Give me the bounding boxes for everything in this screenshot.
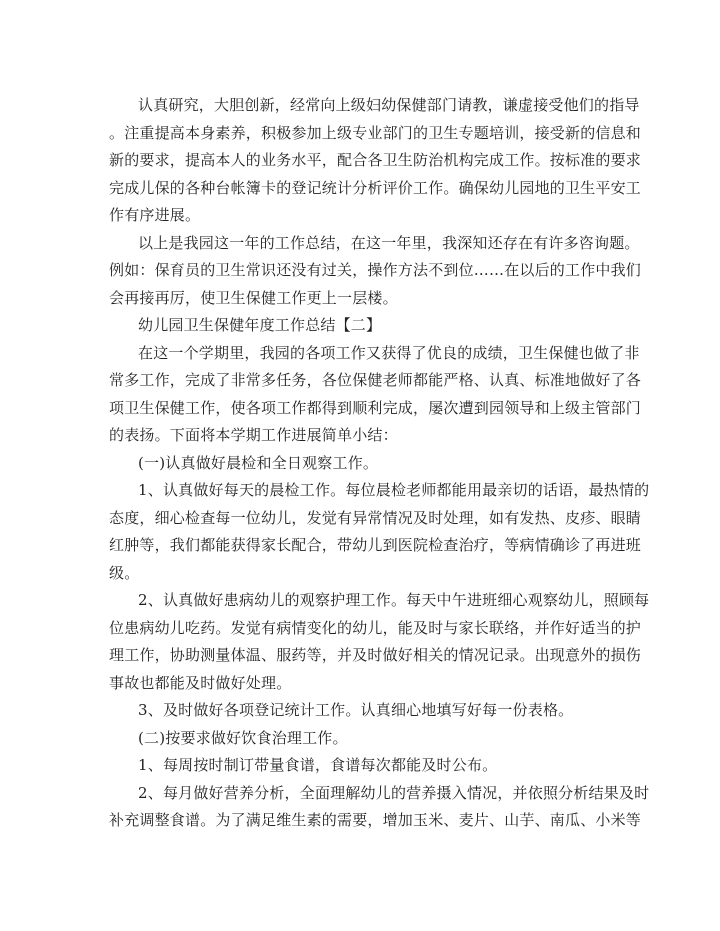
text-line: 1、每周按时制订带量食谱，食谱每次都能及时公布。 <box>138 756 498 774</box>
paragraph <box>109 230 642 313</box>
text-line: 的表扬。下面将本学期工作进展简单小结： <box>109 426 398 444</box>
paragraph <box>109 697 619 725</box>
text-line: 作有序进展。 <box>109 206 201 224</box>
text-line: 2、认真做好患病幼儿的观察护理工作。每天中午进班细心观察幼儿，照顾每 <box>138 591 650 609</box>
paragraph <box>109 312 619 340</box>
text-line: 。注重提高本身素养，积极参加上级专业部门的卫生专题培训，接受新的信息和 <box>109 123 642 142</box>
paragraph <box>109 780 650 835</box>
text-line: 位患病幼儿吃药。发觉有病情变化的幼儿，能及时与家长联络，并作好适当的护 <box>109 618 642 637</box>
text-line: 常多工作，完成了非常多任务，各位保健老师都能严格、认真、标准地做好了各 <box>109 371 642 389</box>
paragraph <box>109 450 619 478</box>
text-line: 事故也都能及时做好处理。 <box>109 673 292 692</box>
text-line: 级。 <box>109 563 140 582</box>
paragraph <box>109 725 619 753</box>
paragraph <box>109 477 650 587</box>
text-line: 在这一个学期里，我园的各项工作又获得了优良的成绩，卫生保健也做了非 <box>138 343 640 362</box>
text-line: 3、及时做好各项登记统计工作。认真细心地填写好每一份表格。 <box>138 701 574 719</box>
text-line: 例如：保育员的卫生常识还没有过关，操作方法不到位……在以后的工作中我们 <box>109 261 642 279</box>
text-line: (二)按要求做好饮食治理工作。 <box>138 728 348 747</box>
text-line: 理工作，协助测量体温、服药等，并及时做好相关的情况记录。出现意外的损伤 <box>109 646 642 664</box>
text-line: 补充调整食谱。为了满足维生素的需要，增加玉米、麦片、山芋、南瓜、小米等 <box>109 811 642 829</box>
paragraph <box>109 340 642 450</box>
text-line: 2、每月做好营养分析，全面理解幼儿的营养摄入情况，并依照分析结果及时 <box>138 783 650 802</box>
document-page <box>109 92 650 835</box>
text-line: 认真研究，大胆创新，经常向上级妇幼保健部门请教，谦虚接受他们的指导 <box>138 96 640 114</box>
text-line: 1、认真做好每天的晨检工作。每位晨检老师都能用最亲切的话语，最热情的 <box>138 481 650 499</box>
paragraph <box>109 92 642 230</box>
text-line: 会再接再厉，使卫生保健工作更上一层楼。 <box>109 288 398 307</box>
text-line: (一)认真做好晨检和全日观察工作。 <box>138 453 379 472</box>
text-line: 项卫生保健工作，使各项工作都得到顺利完成，屡次遭到园领导和上级主管部门 <box>109 398 642 417</box>
text-line: 幼儿园卫生保健年度工作总结【二】 <box>138 316 382 334</box>
text-line: 新的要求，提高本人的业务水平，配合各卫生防治机构完成工作。按标准的要求 <box>109 151 642 169</box>
text-line: 红肿等，我们都能获得家长配合，带幼儿到医院检查治疗，等病情确诊了再进班 <box>109 536 642 554</box>
text-line: 完成儿保的各种台帐簿卡的登记统计分析评价工作。确保幼儿园地的卫生平安工 <box>109 178 642 197</box>
paragraph <box>109 752 619 780</box>
text-line: 态度，细心检查每一位幼儿，发觉有异常情况及时处理，如有发热、皮疹、眼睛 <box>109 508 642 527</box>
text-line: 以上是我园这一年的工作总结，在这一年里，我深知还存在有许多咨询题。 <box>138 233 640 252</box>
paragraph <box>109 587 650 697</box>
